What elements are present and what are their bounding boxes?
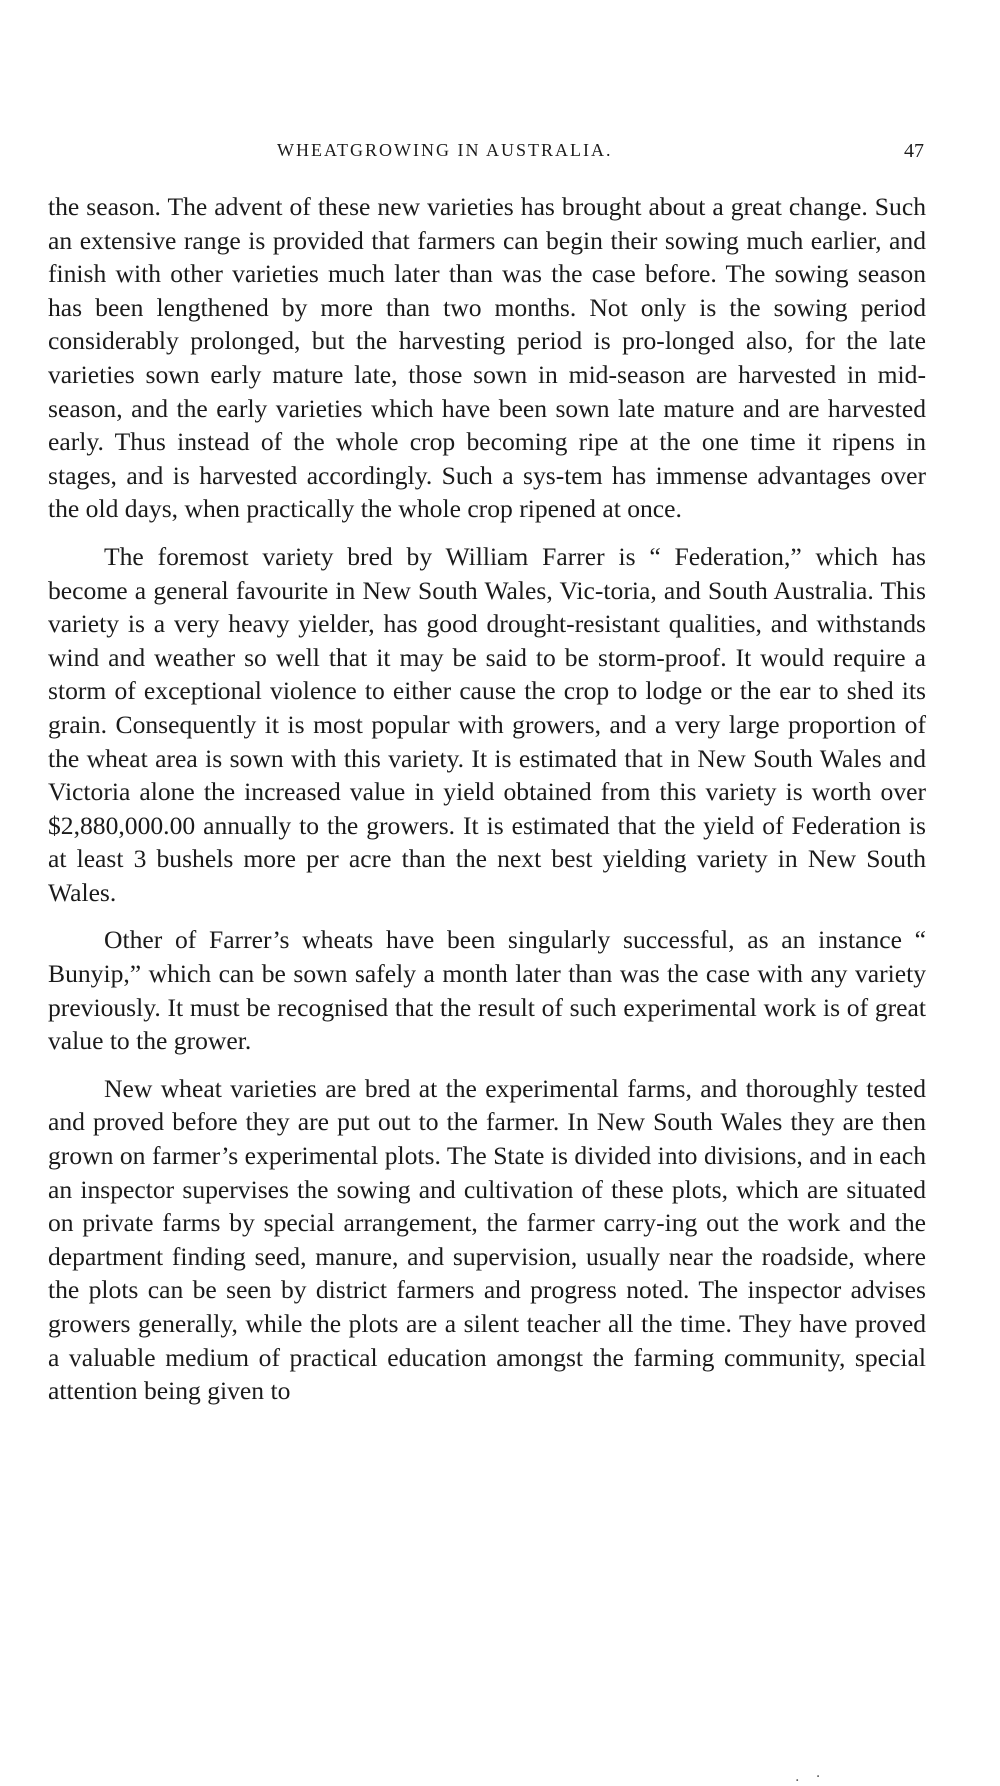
page-number: 47: [904, 140, 924, 162]
running-title: WHEATGROWING IN AUSTRALIA.: [277, 140, 613, 160]
paragraph-experimental-farms: New wheat varieties are bred at the experimental farms, and thoroughly tested and proved before they are put out to the farmer. In New South Wales they are then grown on farmer’s experimental plots. The State is divided into divisions, and in each an inspector supervises the sowing and cultivation of these plots, which are situated on private farms by special arrangement, the farmer carry-ing out the work and the department finding seed, manure, and supervision, usually near the roadside, where the plots can be seen by district farmers and progress noted. The inspector advises growers generally, while the plots are a silent teacher all the time. They have proved a valuable medium of practical education amongst the farming community, special attention being given to: [48, 1073, 926, 1406]
print-specks: . ·: [795, 1769, 827, 1785]
body-text: [48, 190, 926, 1408]
running-head: [48, 140, 924, 170]
paragraph-federation: The foremost variety bred by William Farrer is “ Federation,” which has become a general favourite in New South Wales, Vic-toria, and South Australia. This variety is a very heavy yielder, has good drought-resistant qualities, and withstands wind and weather so well that it may be said to be storm-proof. It would require a storm of exceptional violence to either cause the crop to lodge or the ear to shed its grain. Consequently it is most popular with growers, and a very large proportion of the wheat area is sown with this variety. It is estimated that in New South Wales and Victoria alone the increased value in yield obtained from this variety is worth over $2,880,000.00 annually to the growers. It is estimated that the yield of Federation is at least 3 bushels more per acre than the next best yielding variety in New South Wales.: [48, 541, 926, 907]
paragraph-bunyip: Other of Farrer’s wheats have been singularly successful, as an instance “ Bunyip,” which can be sown safely a month later than was the case with any variety previously. It must be recognised that the result of such experimental work is of great value to the grower.: [48, 925, 926, 1056]
paragraph-season-continuation: the season. The advent of these new varieties has brought about a great change. Such an extensive range is provided that farmers can begin their sowing much earlier, and finish with other varieties much later than was the case before. The sowing season has been lengthened by more than two months. Not only is the sowing period considerably prolonged, but the harvesting period is pro-longed also, for the late varieties sown early mature late, those sown in mid-season are harvested in mid-season, and the early varieties which have been sown late mature and are harvested early. Thus instead of the whole crop becoming ripe at the one time it ripens in stages, and is harvested accordingly. Such a sys-tem has immense advantages over the old days, when practically the whole crop ripened at once.: [48, 192, 926, 524]
